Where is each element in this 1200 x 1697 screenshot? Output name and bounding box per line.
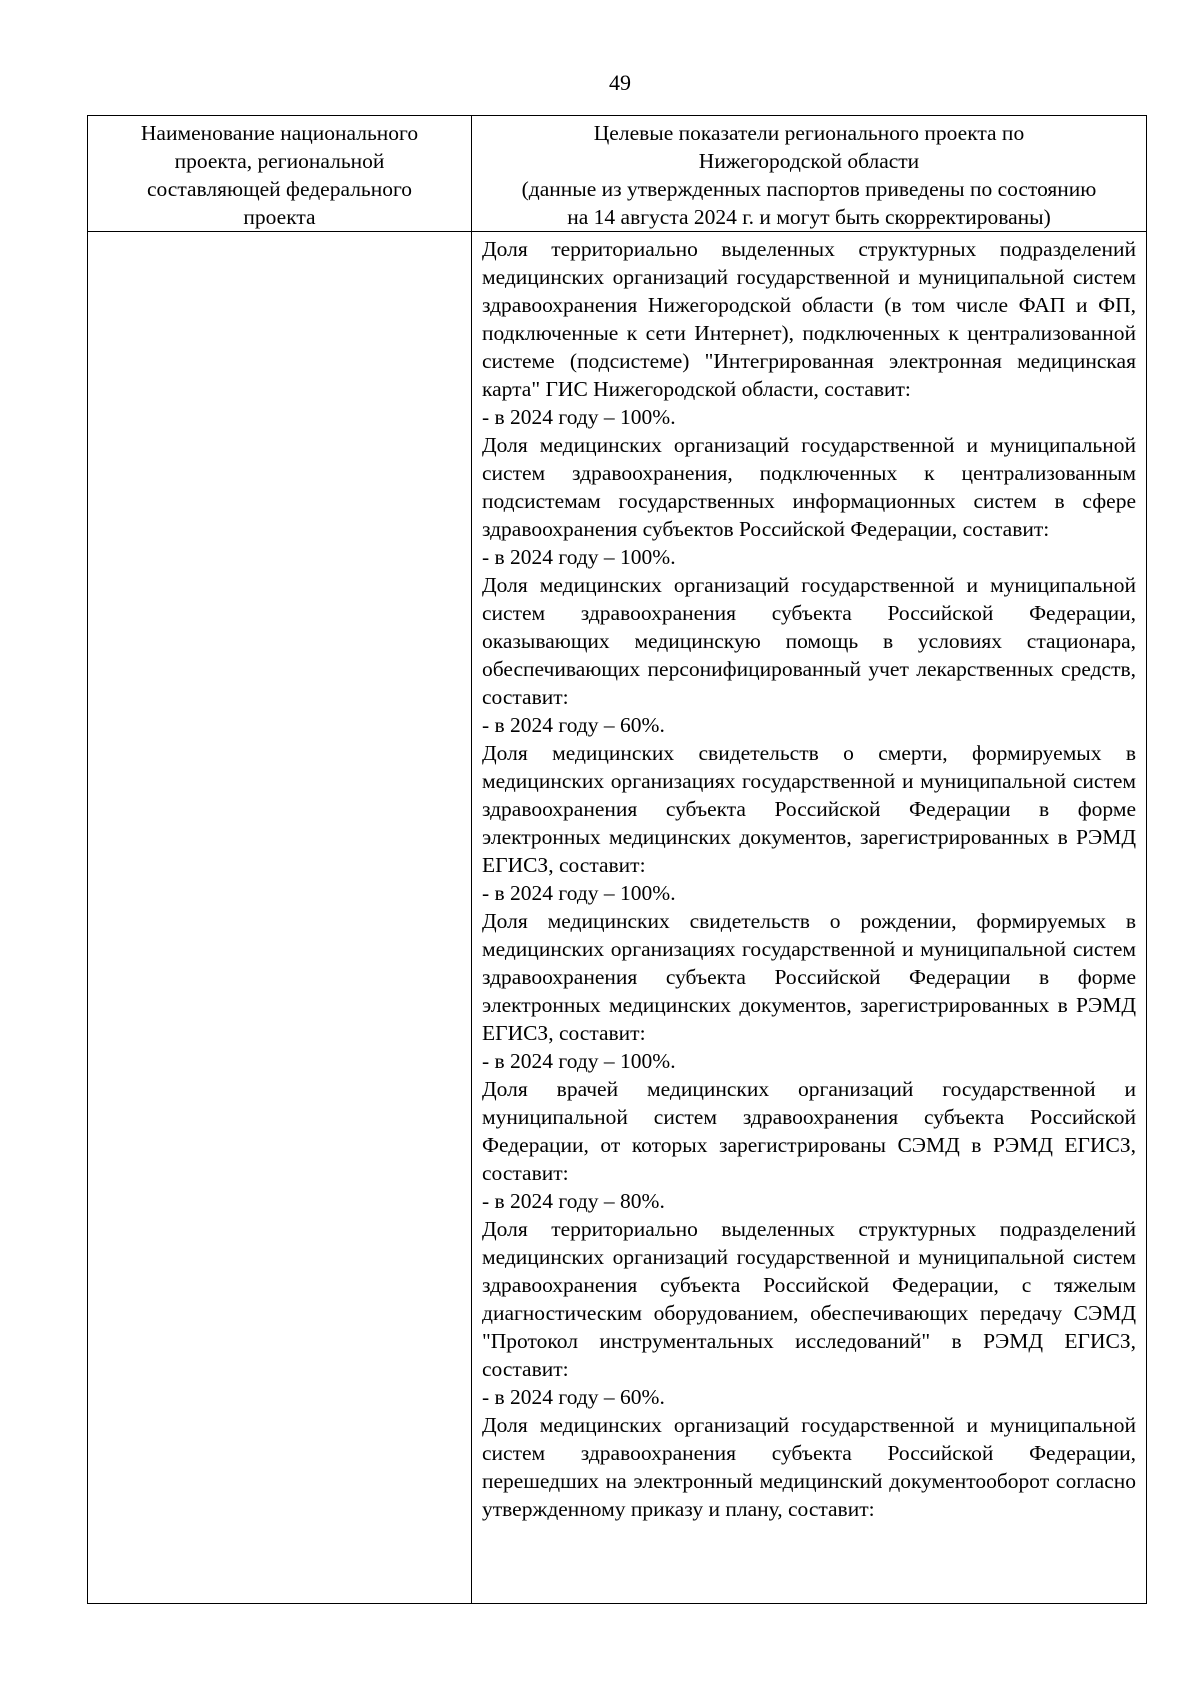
page-number: 49	[609, 70, 631, 95]
indicator-value: - в 2024 году – 100%.	[482, 405, 676, 429]
header-right-line: Целевые показатели регионального проекта по	[593, 121, 1025, 145]
table-body-row	[88, 232, 1147, 1604]
indicator-item	[482, 235, 1136, 431]
indicator-item	[482, 431, 1136, 571]
header-left-line: проекта, региональной	[174, 149, 385, 173]
indicator-text: Доля медицинских организаций государственной и муниципальной систем здравоохранения субъекта Российской Федерации, перешедших на электронный медицинский документооборот согласно утвержденному приказу и плану, составит:	[482, 1413, 1136, 1521]
indicator-text: Доля территориально выделенных структурных подразделений медицинских организаций государственной и муниципальной систем здравоохранения Нижегородской области (в том числе ФАП и ФП, подключенные к сети Интернет), подключенных к централизованной системе (подсистеме) "Интегрированная электронная медицинская карта" ГИС Нижегородской области, составит:	[482, 237, 1136, 401]
header-right-line: Нижегородской области	[698, 149, 920, 173]
indicator-item	[482, 1411, 1136, 1523]
indicator-item	[482, 739, 1136, 907]
indicator-text: Доля территориально выделенных структурных подразделений медицинских организаций государственной и муниципальной систем здравоохранения субъекта Российской Федерации, с тяжелым диагностическим оборудованием, обеспечивающих передачу СЭМД "Протокол инструментальных исследований" в РЭМД ЕГИСЗ, составит:	[482, 1217, 1136, 1381]
indicator-text: Доля медицинских организаций государственной и муниципальной систем здравоохранения, подключенных к централизованным подсистемам государственных информационных систем в сфере здравоохранения субъектов Российской Федерации, составит:	[482, 433, 1136, 541]
indicator-item	[482, 907, 1136, 1075]
indicators-cell	[472, 232, 1147, 1604]
indicator-item	[482, 571, 1136, 739]
indicator-text: Доля медицинских организаций государственной и муниципальной систем здравоохранения субъекта Российской Федерации, оказывающих медицинскую помощь в условиях стационара, обеспечивающих персонифицированный учет лекарственных средств, составит:	[482, 573, 1136, 709]
header-cell-target-indicators	[472, 116, 1147, 232]
indicator-item	[482, 1215, 1136, 1411]
indicator-text: Доля врачей медицинских организаций государственной и муниципальной систем здравоохранения субъекта Российской Федерации, от которых зарегистрированы СЭМД в РЭМД ЕГИСЗ, составит:	[482, 1077, 1136, 1185]
header-cell-project-name	[88, 116, 472, 232]
header-left-line: Наименование национального	[140, 121, 419, 145]
indicator-value: - в 2024 году – 60%.	[482, 713, 665, 737]
indicators-table	[87, 115, 1147, 1604]
indicator-value: - в 2024 году – 60%.	[482, 1385, 665, 1409]
header-right-line: (данные из утвержденных паспортов приведены по состоянию	[521, 177, 1097, 201]
indicator-item	[482, 1075, 1136, 1215]
header-left-line: составляющей федерального	[146, 177, 413, 201]
indicator-value: - в 2024 году – 100%.	[482, 881, 676, 905]
indicator-value: - в 2024 году – 100%.	[482, 1049, 676, 1073]
header-right-line: на 14 августа 2024 г. и могут быть скорректированы)	[567, 205, 1051, 229]
indicator-text: Доля медицинских свидетельств о смерти, формируемых в медицинских организациях государственной и муниципальной систем здравоохранения субъекта Российской Федерации в форме электронных медицинских документов, зарегистрированных в РЭМД ЕГИСЗ, составит:	[482, 741, 1136, 877]
project-name-cell	[88, 232, 472, 1604]
indicator-value: - в 2024 году – 100%.	[482, 545, 676, 569]
table-header-row	[88, 116, 1147, 232]
indicator-text: Доля медицинских свидетельств о рождении, формируемых в медицинских организациях государственной и муниципальной систем здравоохранения субъекта Российской Федерации в форме электронных медицинских документов, зарегистрированных в РЭМД ЕГИСЗ, составит:	[482, 909, 1136, 1045]
header-left-line: проекта	[243, 205, 316, 229]
indicator-value: - в 2024 году – 80%.	[482, 1189, 665, 1213]
